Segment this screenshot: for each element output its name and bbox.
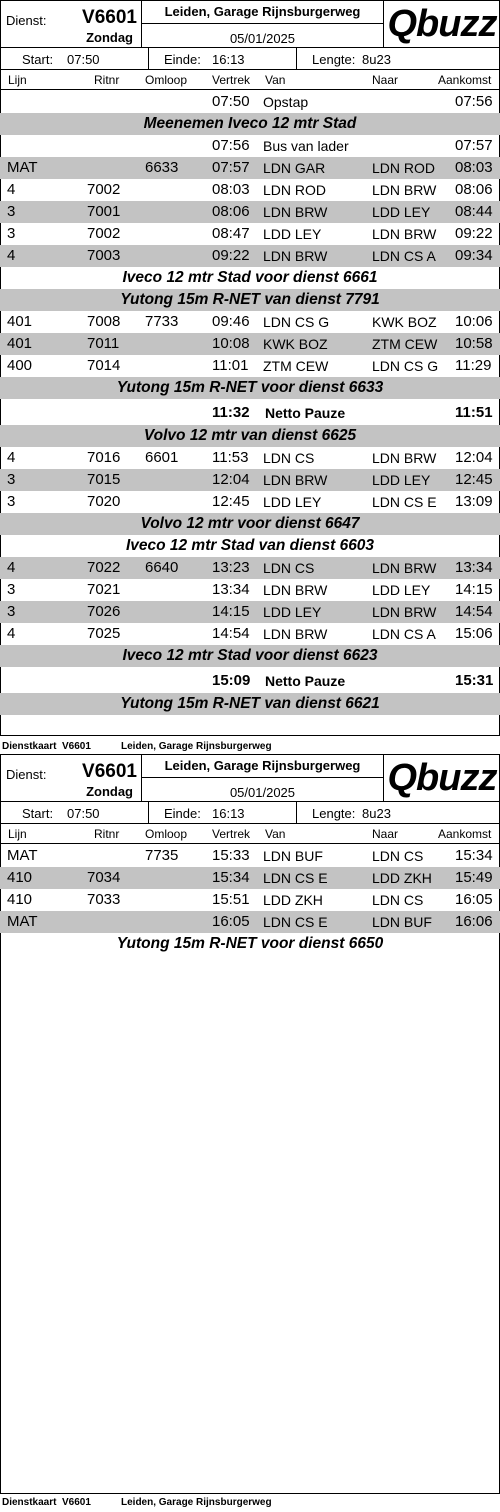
cell-vertrek: 09:46 <box>212 313 250 330</box>
cell-lijn: 400 <box>7 357 33 374</box>
trip-list <box>0 845 500 955</box>
trip-row <box>0 179 500 201</box>
cell-vertrek: 08:06 <box>212 203 250 220</box>
cell-lijn: 4 <box>7 449 16 466</box>
duty-card-page-1 <box>0 0 500 736</box>
trip-row <box>0 201 500 223</box>
cell-aankomst: 15:34 <box>455 847 493 864</box>
cell-lijn: 3 <box>7 225 16 242</box>
service-date: 05/01/2025 <box>229 31 296 46</box>
divider <box>148 48 149 70</box>
cell-vertrek: 07:56 <box>212 137 250 154</box>
cell-naar: LDD ZKH <box>372 870 432 886</box>
cell-aankomst: 09:22 <box>455 225 493 242</box>
vehicle-banner-row <box>0 535 500 557</box>
vehicle-banner-text: Yutong 15m R-NET voor dienst 6633 <box>116 379 384 396</box>
cell-aankomst: 11:51 <box>455 404 493 421</box>
cell-ritnr: 7022 <box>87 559 121 576</box>
footer-label: Dienstkaart <box>2 741 57 752</box>
cell-aankomst: 15:49 <box>455 869 493 886</box>
length-label: Lengte: <box>312 806 356 821</box>
vehicle-banner-text: Iveco 12 mtr Stad van dienst 6603 <box>125 537 375 554</box>
vehicle-banner-row <box>0 645 500 667</box>
start-label: Start: <box>22 806 54 821</box>
cell-vertrek: 08:47 <box>212 225 250 242</box>
trip-row <box>0 867 500 889</box>
cell-naar: LDN BUF <box>372 914 432 930</box>
end-time: 16:13 <box>212 52 245 67</box>
cell-ritnr: 7021 <box>87 581 121 598</box>
cell-naar: LDN BRW <box>372 226 437 242</box>
cell-naar: LDN CS G <box>372 358 439 374</box>
shift-times-bar <box>0 48 500 70</box>
cell-lijn: 4 <box>7 247 16 264</box>
cell-aankomst: 15:06 <box>455 625 493 642</box>
col-ritnr: Ritnr <box>94 827 120 841</box>
trip-row <box>0 333 500 355</box>
cell-ritnr: 7003 <box>87 247 121 264</box>
cell-ritnr: 7020 <box>87 493 121 510</box>
cell-van: LDN BUF <box>263 848 323 864</box>
cell-vertrek: 12:04 <box>212 471 250 488</box>
cell-naar: LDD LEY <box>372 582 431 598</box>
cell-aankomst: 13:34 <box>455 559 493 576</box>
col-lijn: Lijn <box>8 73 27 87</box>
vehicle-banner-text: Volvo 12 mtr voor dienst 6647 <box>140 515 360 532</box>
cell-lijn: 4 <box>7 625 16 642</box>
cell-ritnr: 7002 <box>87 225 121 242</box>
end-label: Einde: <box>164 806 201 821</box>
cell-van: LDD LEY <box>263 494 322 510</box>
cell-vertrek: 10:08 <box>212 335 250 352</box>
start-time: 07:50 <box>67 52 100 67</box>
footer-location: Leiden, Garage Rijnsburgerweg <box>121 1497 272 1508</box>
cell-vertrek: 09:22 <box>212 247 250 264</box>
dienst-number: V6601 <box>82 7 137 28</box>
length-value: 8u23 <box>362 806 391 821</box>
cell-van: LDN BRW <box>263 248 328 264</box>
cell-ritnr: 7001 <box>87 203 121 220</box>
divider <box>296 802 297 824</box>
trip-row <box>0 601 500 623</box>
cell-van: Opstap <box>263 94 309 110</box>
vehicle-banner-row <box>0 513 500 535</box>
vehicle-banner-row <box>0 425 500 447</box>
card-header <box>0 0 500 48</box>
cell-vertrek: 08:03 <box>212 181 250 198</box>
vehicle-banner-row <box>0 377 500 399</box>
cell-lijn: 4 <box>7 181 16 198</box>
cell-naar: LDN BRW <box>372 604 437 620</box>
length-label: Lengte: <box>312 52 356 67</box>
break-label: Netto Pauze <box>265 673 346 689</box>
cell-van: LDN CS <box>263 560 315 576</box>
cell-aankomst: 12:45 <box>455 471 493 488</box>
break-label: Netto Pauze <box>265 405 346 421</box>
col-van: Van <box>265 73 286 87</box>
cell-ritnr: 7025 <box>87 625 121 642</box>
cell-van: LDN GAR <box>263 160 326 176</box>
cell-lijn: 3 <box>7 471 16 488</box>
cell-van: LDD ZKH <box>263 892 323 908</box>
cell-naar: LDN CS A <box>372 248 436 264</box>
garage-location: Leiden, Garage Rijnsburgerweg <box>164 758 361 773</box>
qbuzz-logo: Qbuzz <box>387 757 497 799</box>
shift-times-bar <box>0 802 500 824</box>
col-aankomst: Aankomst <box>438 827 492 841</box>
footer-location: Leiden, Garage Rijnsburgerweg <box>121 741 272 752</box>
dienst-label: Dienst: <box>6 767 47 782</box>
cell-vertrek: 11:32 <box>212 404 250 421</box>
vehicle-banner-text: Volvo 12 mtr van dienst 6625 <box>143 427 357 444</box>
cell-naar: LDN CS E <box>372 494 437 510</box>
cell-naar: KWK BOZ <box>372 314 437 330</box>
cell-aankomst: 09:34 <box>455 247 493 264</box>
cell-van: LDN BRW <box>263 626 328 642</box>
cell-omloop: 6633 <box>145 159 179 176</box>
trip-row <box>0 579 500 601</box>
cell-omloop: 6640 <box>145 559 179 576</box>
cell-vertrek: 12:45 <box>212 493 250 510</box>
cell-naar: LDN CS A <box>372 626 436 642</box>
cell-ritnr: 7011 <box>87 335 120 352</box>
cell-vertrek: 15:51 <box>212 891 250 908</box>
cell-aankomst: 14:54 <box>455 603 493 620</box>
duty-card-page-2 <box>0 754 500 1494</box>
footer-dienst: V6601 <box>62 741 91 752</box>
location-cell <box>142 754 384 778</box>
start-label: Start: <box>22 52 54 67</box>
cell-vertrek: 14:54 <box>212 625 250 642</box>
cell-omloop: 6601 <box>145 449 179 466</box>
col-naar: Naar <box>372 73 399 87</box>
day-label: Zondag <box>86 30 133 45</box>
cell-vertrek: 11:01 <box>212 357 249 374</box>
trip-row <box>0 355 500 377</box>
cell-ritnr: 7033 <box>87 891 121 908</box>
logo-cell <box>384 754 500 802</box>
trip-row <box>0 557 500 579</box>
end-time: 16:13 <box>212 806 245 821</box>
col-naar: Naar <box>372 827 399 841</box>
cell-aankomst: 13:09 <box>455 493 493 510</box>
cell-van: LDN BRW <box>263 204 328 220</box>
column-header-row <box>0 70 500 90</box>
column-header-row <box>0 824 500 844</box>
date-cell <box>142 24 384 48</box>
trip-row <box>0 623 500 645</box>
trip-row <box>0 469 500 491</box>
vehicle-banner-row <box>0 267 500 289</box>
cell-van: KWK BOZ <box>263 336 328 352</box>
cell-aankomst: 10:06 <box>455 313 493 330</box>
cell-van: ZTM CEW <box>263 358 329 374</box>
cell-ritnr: 7002 <box>87 181 121 198</box>
cell-ritnr: 7034 <box>87 869 121 886</box>
cell-ritnr: 7026 <box>87 603 121 620</box>
trip-row <box>0 223 500 245</box>
vehicle-banner-text: Yutong 15m R-NET van dienst 7791 <box>120 291 380 308</box>
cell-lijn: 3 <box>7 203 16 220</box>
dienst-label: Dienst: <box>6 13 47 28</box>
trip-row <box>0 889 500 911</box>
cell-lijn: MAT <box>7 847 38 864</box>
garage-location: Leiden, Garage Rijnsburgerweg <box>164 4 361 19</box>
trip-row <box>0 311 500 333</box>
trip-list <box>0 91 500 715</box>
trip-row <box>0 91 500 113</box>
trip-row <box>0 135 500 157</box>
cell-van: LDD LEY <box>263 226 322 242</box>
col-vertrek: Vertrek <box>212 827 251 841</box>
cell-aankomst: 08:44 <box>455 203 493 220</box>
cell-van: LDN CS <box>263 450 315 466</box>
cell-vertrek: 15:33 <box>212 847 250 864</box>
cell-lijn: MAT <box>7 159 38 176</box>
trip-row <box>0 245 500 267</box>
cell-vertrek: 16:05 <box>212 913 250 930</box>
dienst-cell <box>0 0 142 48</box>
cell-vertrek: 13:34 <box>212 581 250 598</box>
cell-lijn: 401 <box>7 335 33 352</box>
cell-vertrek: 07:50 <box>212 93 250 110</box>
cell-aankomst: 07:56 <box>455 93 493 110</box>
divider <box>296 48 297 70</box>
cell-lijn: 401 <box>7 313 33 330</box>
cell-ritnr: 7016 <box>87 449 121 466</box>
trip-row <box>0 157 500 179</box>
cell-omloop: 7735 <box>145 847 179 864</box>
footer-dienst: V6601 <box>62 1497 91 1508</box>
card-header <box>0 754 500 802</box>
cell-aankomst: 08:03 <box>455 159 493 176</box>
date-cell <box>142 778 384 802</box>
cell-naar: LDN CS <box>372 892 424 908</box>
vehicle-banner-row <box>0 933 500 955</box>
cell-aankomst: 16:05 <box>455 891 493 908</box>
cell-aankomst: 10:58 <box>455 335 493 352</box>
cell-naar: LDN BRW <box>372 450 437 466</box>
cell-ritnr: 7008 <box>87 313 121 330</box>
cell-lijn: 3 <box>7 581 16 598</box>
col-omloop: Omloop <box>145 73 188 87</box>
break-row <box>0 399 500 425</box>
col-aankomst: Aankomst <box>438 73 492 87</box>
length-value: 8u23 <box>362 52 391 67</box>
cell-naar: ZTM CEW <box>372 336 438 352</box>
cell-vertrek: 07:57 <box>212 159 250 176</box>
cell-van: LDN BRW <box>263 582 328 598</box>
cell-aankomst: 16:06 <box>455 913 493 930</box>
trip-row <box>0 491 500 513</box>
cell-vertrek: 14:15 <box>212 603 250 620</box>
cell-aankomst: 11:29 <box>455 357 492 374</box>
cell-naar: LDD LEY <box>372 204 431 220</box>
vehicle-banner-row <box>0 289 500 311</box>
cell-aankomst: 14:15 <box>455 581 493 598</box>
cell-vertrek: 15:34 <box>212 869 250 886</box>
trip-row <box>0 911 500 933</box>
footer-label: Dienstkaart <box>2 1497 57 1508</box>
vehicle-banner-text: Iveco 12 mtr Stad voor dienst 6623 <box>122 647 378 664</box>
cell-van: LDN CS E <box>263 914 328 930</box>
logo-cell <box>384 0 500 48</box>
qbuzz-logo: Qbuzz <box>387 3 497 45</box>
vehicle-banner-text: Meenemen Iveco 12 mtr Stad <box>143 115 357 132</box>
cell-lijn: 4 <box>7 559 16 576</box>
vehicle-banner-row <box>0 113 500 135</box>
cell-van: LDN CS G <box>263 314 330 330</box>
trip-row <box>0 845 500 867</box>
cell-naar: LDN ROD <box>372 160 436 176</box>
cell-van: LDN CS E <box>263 870 328 886</box>
col-vertrek: Vertrek <box>212 73 251 87</box>
dienst-number: V6601 <box>82 761 137 782</box>
cell-aankomst: 07:57 <box>455 137 493 154</box>
cell-aankomst: 08:06 <box>455 181 493 198</box>
col-lijn: Lijn <box>8 827 27 841</box>
cell-vertrek: 11:53 <box>212 449 249 466</box>
cell-naar: LDN BRW <box>372 560 437 576</box>
location-cell <box>142 0 384 24</box>
cell-lijn: 3 <box>7 493 16 510</box>
cell-lijn: MAT <box>7 913 38 930</box>
dienst-cell <box>0 754 142 802</box>
vehicle-banner-row <box>0 693 500 715</box>
vehicle-banner-text: Iveco 12 mtr Stad voor dienst 6661 <box>122 269 378 286</box>
vehicle-banner-text: Yutong 15m R-NET voor dienst 6650 <box>116 935 384 952</box>
cell-vertrek: 13:23 <box>212 559 250 576</box>
cell-van: LDN ROD <box>263 182 327 198</box>
cell-aankomst: 15:31 <box>455 672 494 689</box>
break-row <box>0 667 500 693</box>
cell-naar: LDN CS <box>372 848 424 864</box>
cell-van: LDN BRW <box>263 472 328 488</box>
cell-vertrek: 15:09 <box>212 672 251 689</box>
cell-ritnr: 7015 <box>87 471 121 488</box>
cell-lijn: 410 <box>7 869 33 886</box>
cell-lijn: 410 <box>7 891 33 908</box>
col-van: Van <box>265 827 286 841</box>
cell-van: LDD LEY <box>263 604 322 620</box>
cell-aankomst: 12:04 <box>455 449 493 466</box>
col-ritnr: Ritnr <box>94 73 120 87</box>
cell-lijn: 3 <box>7 603 16 620</box>
trip-row <box>0 447 500 469</box>
divider <box>148 802 149 824</box>
cell-naar: LDN BRW <box>372 182 437 198</box>
service-date: 05/01/2025 <box>229 785 296 800</box>
col-omloop: Omloop <box>145 827 188 841</box>
end-label: Einde: <box>164 52 201 67</box>
cell-naar: LDD LEY <box>372 472 431 488</box>
cell-omloop: 7733 <box>145 313 179 330</box>
vehicle-banner-text: Yutong 15m R-NET van dienst 6621 <box>120 695 380 712</box>
cell-van: Bus van lader <box>263 138 349 154</box>
cell-ritnr: 7014 <box>87 357 121 374</box>
day-label: Zondag <box>86 784 133 799</box>
start-time: 07:50 <box>67 806 100 821</box>
